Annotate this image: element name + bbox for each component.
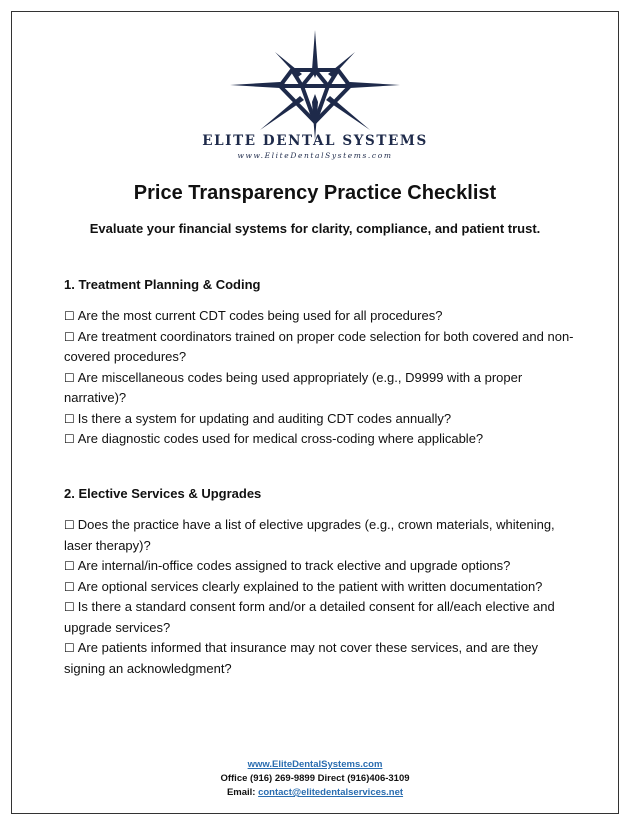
diamond-star-logo-icon [230,30,400,140]
list-item-text: Are treatment coordinators trained on proper code selection for both covered and non-covered procedures? [64,328,574,364]
checkbox-icon[interactable]: ☐ [64,370,75,385]
list-item [64,429,574,450]
section-heading: 2. Elective Services & Upgrades [64,486,262,501]
checkbox-icon[interactable]: ☐ [64,518,75,532]
section-treatment-planning [64,277,574,450]
list-item-text: Are diagnostic codes used for medical cross-coding where applicable? [77,431,484,446]
list-item-text: Are the most current CDT codes being used for all procedures? [77,308,443,323]
page-title: Price Transparency Practice Checklist [133,182,497,204]
checklist [64,306,574,450]
checklist [64,515,574,679]
page-footer [12,758,618,800]
footer-email-link[interactable]: contact@elitedentalservices.net [258,787,404,798]
page-subtitle: Evaluate your financial systems for clarity, compliance, and patient trust. [89,221,541,236]
document-page [11,11,619,814]
list-item [64,368,574,409]
checkbox-icon[interactable]: ☐ [64,600,75,614]
logo [12,30,618,140]
list-item-text: Is there a standard consent form and/or a detailed consent for all/each elective and upgrade services? [64,599,555,635]
brand-name: ELITE DENTAL SYSTEMS [202,133,428,149]
footer-email-label: Email: [226,787,256,798]
checkbox-icon[interactable]: ☐ [64,579,75,594]
list-item [64,597,574,638]
list-item-text: Is there a system for updating and auditing CDT codes annually? [77,410,452,426]
list-item [64,306,574,327]
checkbox-icon[interactable]: ☐ [64,559,75,573]
list-item [64,327,574,368]
brand-url: www.EliteDentalSystems.com [237,151,393,160]
section-heading: 1. Treatment Planning & Coding [64,277,261,292]
list-item [64,409,574,430]
checkbox-icon[interactable]: ☐ [64,309,75,323]
checkbox-icon[interactable]: ☐ [64,641,75,655]
list-item [64,638,574,679]
list-item-text: Are miscellaneous codes being used appropriately (e.g., D9999 with a proper narrative)? [64,369,523,405]
checkbox-icon[interactable]: ☐ [64,329,75,344]
checkbox-icon[interactable]: ☐ [64,432,75,446]
section-elective-services [64,486,574,679]
list-item [64,577,574,598]
list-item-text: Are internal/in-office codes assigned to track elective and upgrade options? [77,558,511,573]
checkbox-icon[interactable]: ☐ [64,411,75,426]
list-item-text: Does the practice have a list of elective upgrades (e.g., crown materials, whitening, laser therapy)? [64,517,555,553]
list-item-text: Are optional services clearly explained to the patient with written documentation? [77,578,543,594]
list-item [64,515,574,556]
list-item-text: Are patients informed that insurance may not cover these services, and are they signing an acknowledgment? [64,640,539,676]
list-item [64,556,574,577]
footer-phones: Office (916) 269-9899 Direct (916)406-3109 [220,773,410,784]
footer-website-link[interactable]: www.EliteDentalSystems.com [247,759,383,770]
